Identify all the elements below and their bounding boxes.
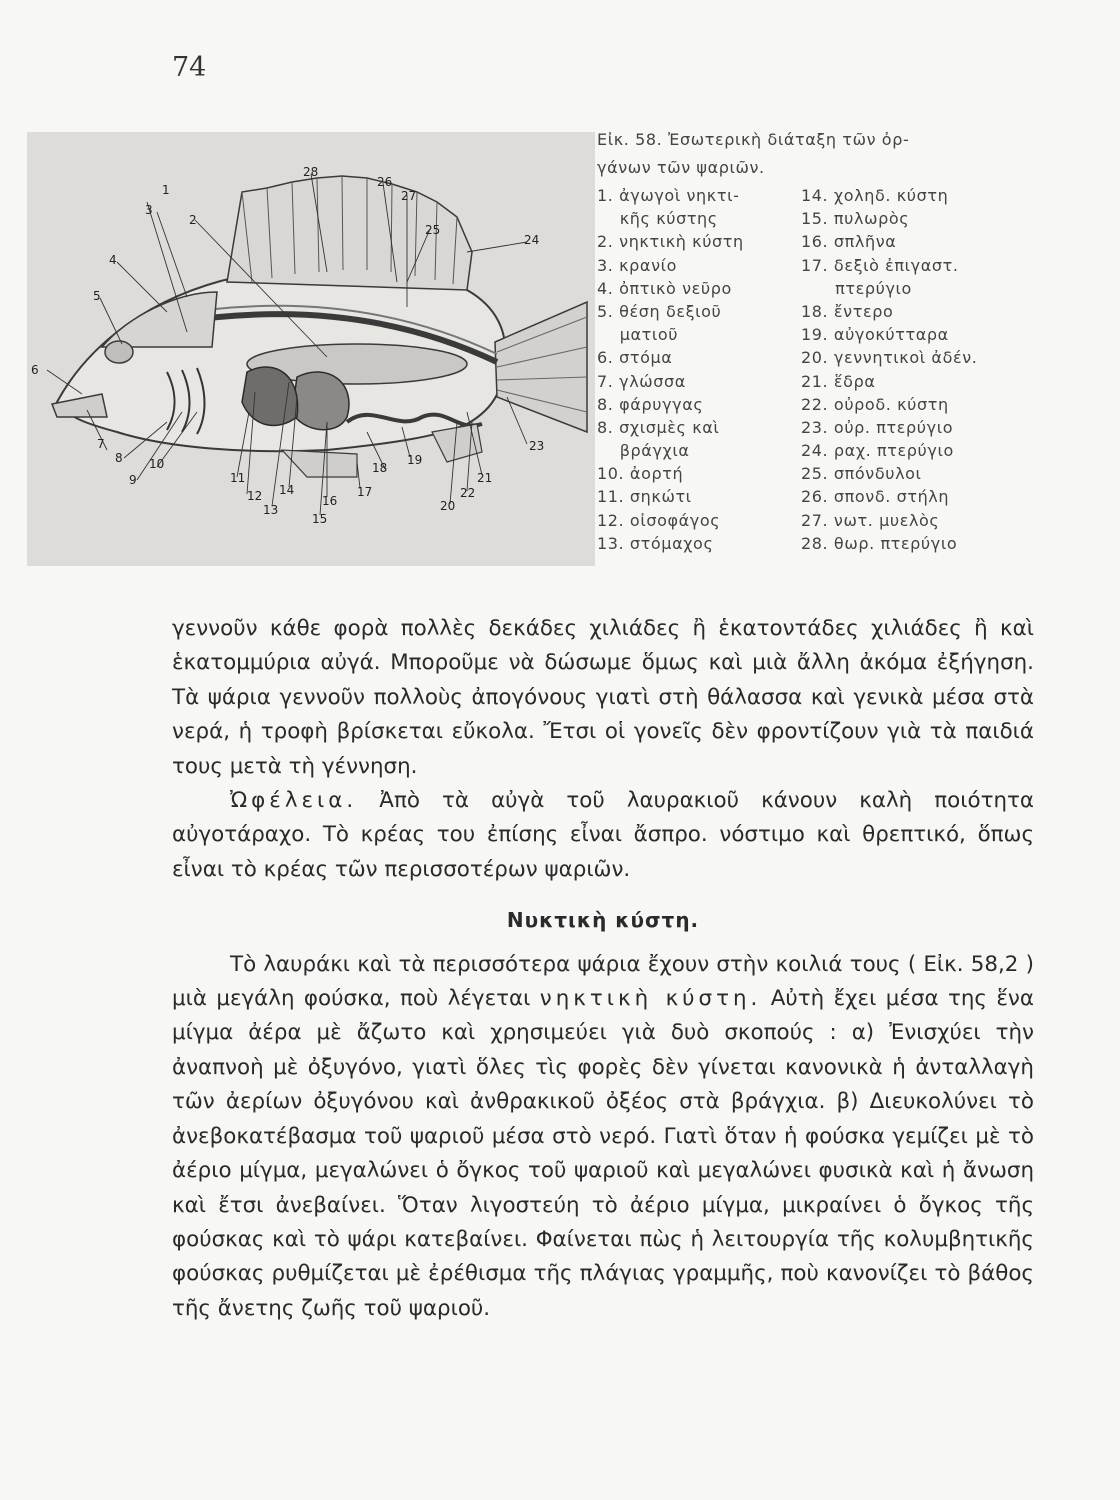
legend-item: κῆς κύστης	[597, 209, 718, 229]
legend-item: 12. οἰσοφάγος	[597, 510, 721, 530]
figure-label-3: 3	[145, 203, 153, 217]
legend-item: ματιοῦ	[597, 325, 679, 345]
legend-item: 17. δεξιὸ ἐπιγαστ.	[801, 255, 959, 275]
figure-label-10: 10	[149, 457, 165, 471]
figure-label-15: 15	[312, 512, 328, 526]
figure-label-20: 20	[440, 499, 456, 513]
legend-item: 28. θωρ. πτερύγιο	[801, 533, 958, 553]
paragraph-swim-bladder	[172, 948, 1034, 1326]
figure-label-25: 25	[425, 223, 441, 237]
figure-label-14: 14	[279, 483, 295, 497]
legend-item: 16. σπλῆνα	[801, 232, 897, 252]
body-text	[172, 612, 1034, 1326]
fish-anatomy-diagram	[27, 132, 595, 566]
caption-title-line-2: γάνων τῶν ψαριῶν.	[597, 158, 765, 177]
figure-label-21: 21	[477, 471, 493, 485]
paragraph-benefit	[172, 784, 1034, 887]
figure-label-7: 7	[97, 437, 105, 451]
legend-item: βράγχια	[597, 441, 690, 461]
figure-label-4: 4	[109, 253, 117, 267]
legend-item: 22. οὐροδ. κύστη	[801, 394, 949, 414]
figure-label-1: 1	[162, 183, 170, 197]
legend-item: 3. κρανίο	[597, 255, 678, 275]
figure-label-12: 12	[247, 489, 263, 503]
legend-item: 2. νηκτικὴ κύστη	[597, 232, 744, 252]
legend-item: 7. γλώσσα	[597, 371, 686, 391]
swim-bladder-term: νηκτικὴ κύστη.	[539, 986, 762, 1012]
legend-item: 5. θέση δεξιοῦ	[597, 301, 722, 321]
legend-item: 15. πυλωρὸς	[801, 209, 910, 229]
figure-label-11: 11	[230, 471, 246, 485]
legend-item: 20. γεννητικοὶ ἀδέν.	[801, 348, 978, 368]
legend-column-right	[801, 184, 1021, 555]
legend-item: 19. αὐγοκύτταρα	[801, 325, 949, 345]
legend-item: 21. ἕδρα	[801, 371, 876, 391]
legend-item: 14. χοληδ. κύστη	[801, 186, 949, 205]
figure-label-6: 6	[31, 363, 39, 377]
benefit-lead: Ὠφέλεια.	[230, 788, 358, 814]
legend-item: 6. στόμα	[597, 348, 673, 368]
figure-label-26: 26	[377, 175, 393, 189]
figure-label-23: 23	[529, 439, 545, 453]
legend-item: 13. στόμαχος	[597, 533, 714, 553]
tail-fin	[495, 302, 587, 432]
legend-item: 10. ἀορτή	[597, 464, 684, 484]
legend-item: 1. ἀγωγοὶ νηκτι-	[597, 186, 740, 205]
figure-label-16: 16	[322, 494, 338, 508]
figure-label-5: 5	[93, 289, 101, 303]
legend-item: 18. ἔντερο	[801, 301, 894, 321]
legend-item: πτερύγιο	[801, 278, 912, 298]
legend-item: 25. σπόνδυλοι	[801, 464, 922, 484]
legend-item: 26. σπονδ. στήλη	[801, 487, 950, 507]
paragraph-offspring: γεννοῦν κάθε φορὰ πολλὲς δεκάδες χιλιάδες ἢ ἑκατοντάδες χιλιάδες ἢ καὶ ἑκατομμύρια αὐγά. Μποροῦμε νὰ δώσωμε ὅμως καὶ μιὰ ἄλλη ἀκόμα ἐξήγηση. Τὰ ψάρια γεννοῦν πολλοὺς ἀπογόνους γιατὶ στὴ θάλασσα καὶ γενικὰ μέσα στὰ νερά, ἡ τροφὴ βρίσκεται εὔκολα. Ἔτσι οἱ γονεῖς δὲν φροντίζουν γιὰ τὰ παιδιά τους μετὰ τὴ γέννηση.	[172, 616, 1034, 779]
figure-label-2: 2	[189, 213, 197, 227]
figure-label-13: 13	[263, 503, 279, 517]
legend-item: 8. σχισμὲς καὶ	[597, 417, 720, 437]
caption-title-line-1: Εἰκ. 58. Ἐσωτερικὴ διάταξη τῶν ὀρ-	[597, 130, 910, 149]
swim-bladder-text-b: Αὐτὴ ἔχει μέσα της ἕνα μίγμα ἀέρα μὲ ἄζωτο καὶ χρησιμεύει γιὰ δυὸ σκοπούς : α) Ἐνισχύει τὴν ἀναπνοὴ μὲ ὀξυγόνο, γιατὶ ὅλες τὶς φορὲς δὲν γίνεται κανονικὰ ἡ ἀνταλλαγὴ τῶν ἀερίων ὀξυγόνου καὶ ἀνθρακικοῦ ὀξέος στὰ βράγχια. β) Διευκολύνει τὸ ἀνεβοκατέβασμα τοῦ ψαριοῦ μέσα στὸ νερό. Γιατὶ ὅταν ἡ φούσκα γεμίζει μὲ τὸ ἀέριο μίγμα, μεγαλώνει ὁ ὄγκος τοῦ ψαριοῦ καὶ μεγαλώνει φυσικὰ καὶ ἡ ἄνωση καὶ ἔτσι ἀνεβαίνει. Ὅταν λιγοστεύη τὸ ἀέριο μίγμα, μικραίνει ὁ ὄγκος τῆς φούσκας καὶ τὸ ψάρι κατεβαίνει. Φαίνεται πὼς ἡ λειτουργία τῆς κολυμβητικῆς φούσκας ρυθμίζεται μὲ ἐρέθισμα τῆς πλάγιας γραμμῆς, ποὺ κανονίζει τὸ βάθος τῆς ἄνετης ζωῆς τοῦ ψαριοῦ.	[172, 986, 1034, 1321]
stomach	[292, 372, 349, 430]
legend-item: 24. ραχ. πτερύγιο	[801, 441, 954, 461]
legend-column-left	[597, 184, 801, 555]
figure-label-22: 22	[460, 486, 476, 500]
figure-label-18: 18	[372, 461, 388, 475]
pelvic-fin	[282, 450, 357, 477]
section-heading: Νυκτικὴ κύστη.	[506, 908, 700, 933]
legend-item: 11. σηκώτι	[597, 487, 692, 507]
figure-label-28: 28	[303, 165, 319, 179]
legend-item: 23. οὐρ. πτερύγιο	[801, 417, 954, 437]
page-number: 74	[172, 52, 207, 83]
figure-label-8: 8	[115, 451, 123, 465]
legend-item: 8. φάρυγγας	[597, 394, 704, 414]
figure-label-19: 19	[407, 453, 423, 467]
benefit-text: Ἀπὸ τὰ αὐγὰ τοῦ λαυρακιοῦ κάνουν καλὴ ποιότητα αὐγοτάραχο. Τὸ κρέας του ἐπίσης εἶναι ἄσπρο. νόστιμο καὶ θρεπτικό, ὅπως εἶναι τὸ κρέας τῶν περισσοτέρων ψαριῶν.	[172, 788, 1034, 882]
figure-label-27: 27	[401, 189, 417, 203]
swim-bladder-text-a: Τὸ λαυράκι καὶ τὰ περισσότερα ψάρια ἔχουν στὴν κοιλιά τους ( Εἰκ. 58,2 ) μιὰ μεγάλη φούσκα, ποὺ λέγεται	[172, 951, 1034, 1012]
figure-label-24: 24	[524, 233, 540, 247]
caption-legend	[597, 184, 1027, 555]
figure-caption	[597, 128, 1027, 555]
figure-label-17: 17	[357, 485, 373, 499]
eye	[105, 341, 133, 363]
legend-item: 27. νωτ. μυελὸς	[801, 510, 940, 530]
figure-label-9: 9	[129, 473, 137, 487]
legend-item: 4. ὀπτικὸ νεῦρο	[597, 278, 732, 298]
fish-anatomy-figure	[27, 132, 595, 566]
